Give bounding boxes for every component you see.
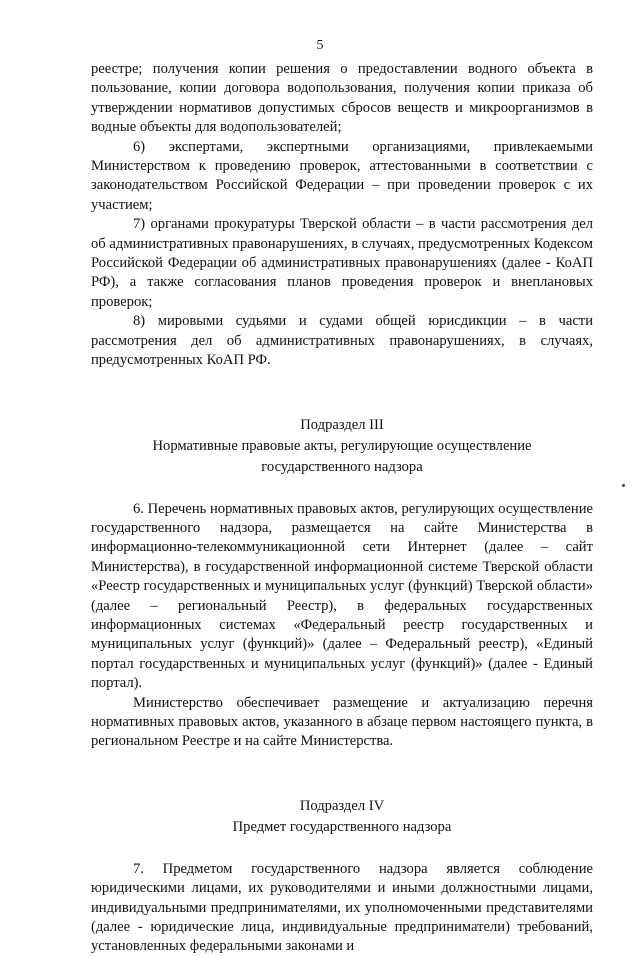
section-title: государственного надзора [261,458,423,475]
section-label: Подраздел III [300,416,384,433]
paragraph-ministry-duty: Министерство обеспечивает размещение и актуализацию перечня нормативных правовых актов, указанного в абзаце первом настоящего пункта, в региональном Реестре и на сайте Министерства. [91,694,593,750]
section-title: Нормативные правовые акты, регулирующие осуществление [152,437,532,454]
document-body [91,60,593,957]
section-heading-3 [91,415,593,478]
list-item-7-prosecutors: 7) органами прокуратуры Тверской области – в части рассмотрения дел об административных правонарушениях, в случаях, предусмотренных Кодексом Российской Федерации об административных правонарушениях (далее - КоАП РФ), а также согласования планов проведения проверок и внеплановых проверок; [91,216,593,310]
section-title: Предмет государственного надзора [232,818,452,835]
section-heading-4 [91,796,593,838]
list-item-6-experts: 6) экспертами, экспертными организациями, привлекаемыми Министерством к проведению проверок, аттестованными в соответствии с законодательством Российской Федерации – при проведении проверок с их участием; [91,138,593,213]
list-item-8-judges: 8) мировыми судьями и судами общей юрисдикции – в части рассмотрения дел об административных правонарушениях, в случаях, предусмотренных КоАП РФ. [91,313,593,369]
paragraph-item-7: 7. Предметом государственного надзора является соблюдение юридическими лицами, их руководителями и иными должностными лицами, индивидуальными предпринимателями, их уполномоченными представителями (далее - юридические лица, индивидуальные предприниматели) требований, установленных федеральными законами и [91,860,593,955]
section-label: Подраздел IV [299,797,385,814]
paragraph-item-6: 6. Перечень нормативных правовых актов, регулирующих осуществление государственного надзора, размещается на сайте Министерства в информационно-телекоммуникационной сети Интернет (далее – сайт Министерства), в государственной информационной системе Тверской области «Реестр государственных и муниципальных услуг (функций) Тверской области» (далее – региональный Реестр), в федеральных государственных информационных системах «Федеральный реестр государственных и муниципальных услуг (функций)» (далее – Федеральный реестр), «Единый портал государственных и муниципальных услуг (функций)» (далее - Единый портал). [91,500,593,692]
scan-dot [622,484,625,487]
paragraph-registry-continuation: реестре; получения копии решения о предоставлении водного объекта в пользование, копии договора водопользования, получения копии приказа об утверждении нормативов допустимых сбросов веществ и микроорганизмов в водные объекты для водопользователей; [91,61,593,136]
page-number: 5 [316,38,324,53]
